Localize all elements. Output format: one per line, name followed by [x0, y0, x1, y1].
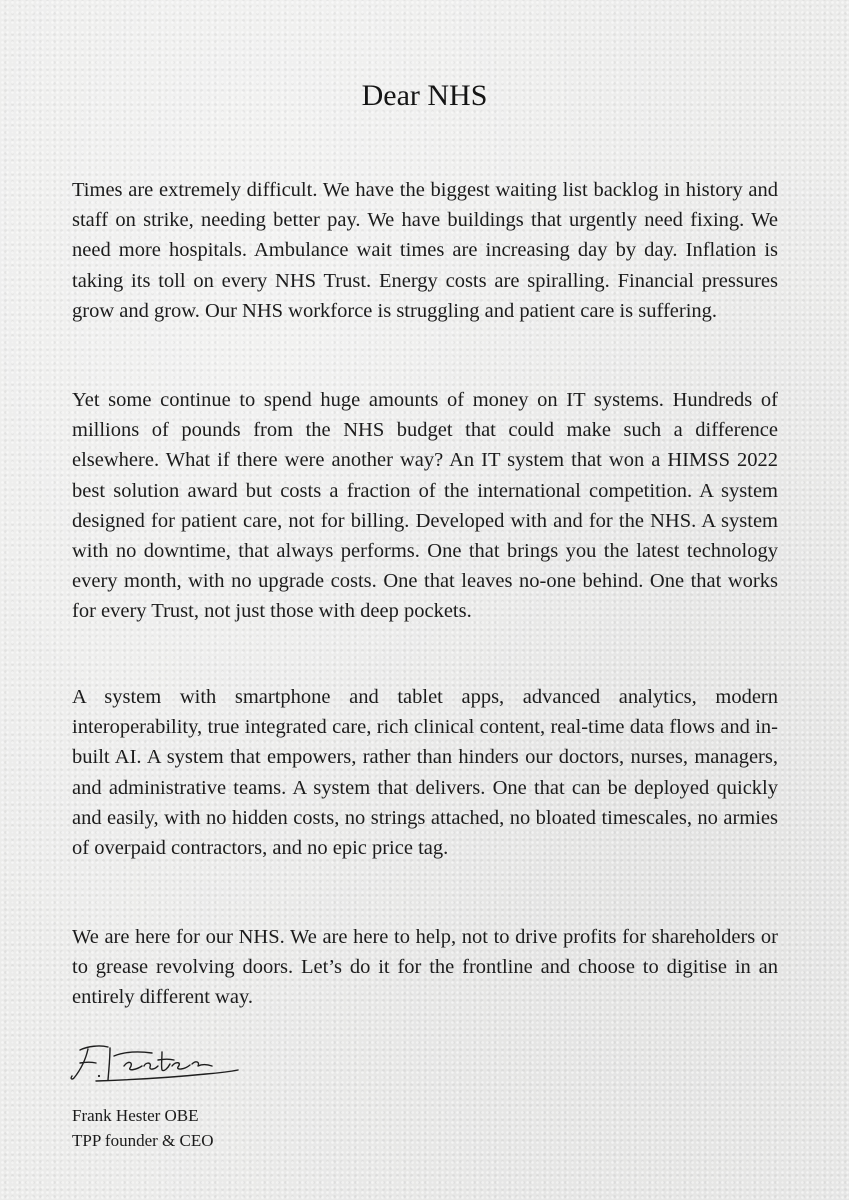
signatory-name: Frank Hester OBE: [72, 1106, 199, 1125]
signatory-role: TPP founder & CEO: [72, 1131, 214, 1150]
paragraph-2: Yet some continue to spend huge amounts of money on IT systems. Hundreds of millions of pounds from the NHS budget that could make such a difference elsewhere. What if there were another way? An IT system that won a HIMSS 2022 best solution award but costs a fraction of the international competition. A system designed for patient care, not for billing. Developed with and for the NHS. A system with no downtime, that always performs. One that brings you the latest technology every month, with no upgrade costs. One that leaves no-one behind. One that works for every Trust, not just those with deep pockets.: [72, 389, 778, 623]
letter-title: Dear NHS: [361, 79, 488, 112]
paragraph-3: A system with smartphone and tablet apps, advanced analytics, modern interoperability, true integrated care, rich clinical content, real-time data flows and in-built AI. A system that empowers, rather than hinders our doctors, nurses, managers, and administrative teams. A system that delivers. One that can be deployed quickly and easily, with no hidden costs, no strings attached, no bloated timescales, no armies of overpaid contractors, and no epic price tag.: [72, 686, 778, 860]
paragraph-1: Times are extremely difficult. We have the biggest waiting list backlog in history and staff on strike, needing better pay. We have buildings that urgently need fixing. We need more hospitals. Ambulance wait times are increasing day by day. Inflation is taking its toll on every NHS Trust. Energy costs are spiralling. Financial pressures grow and grow. Our NHS workforce is struggling and patient care is suffering.: [72, 179, 778, 322]
handwritten-signature: [66, 1036, 246, 1088]
paragraph-4: We are here for our NHS. We are here to help, not to drive profits for shareholders or to grease revolving doors. Let’s do it for the frontline and choose to digitise in an entirely different way.: [72, 926, 778, 1009]
sign-off: [72, 1103, 472, 1153]
